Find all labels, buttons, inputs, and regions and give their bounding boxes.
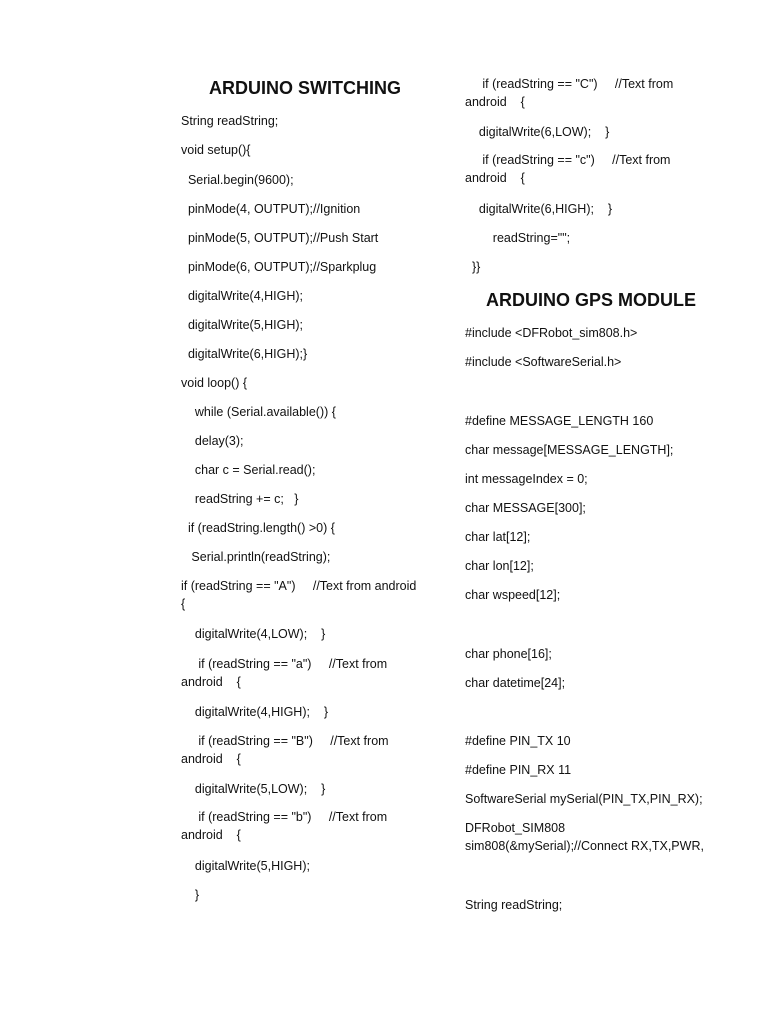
code-line: DFRobot_SIM808 sim808(&mySerial);//Connect RX,TX,PWR, — [465, 821, 704, 853]
code-line: if (readString == "b") //Text from android { — [181, 810, 391, 842]
code-line: char lon[12]; — [465, 559, 534, 573]
code-line: char message[MESSAGE_LENGTH]; — [465, 443, 674, 457]
code-line: digitalWrite(6,HIGH);} — [181, 347, 308, 361]
code-line: readString += c; } — [181, 492, 299, 506]
code-line: digitalWrite(5,HIGH); — [181, 318, 304, 332]
code-line: if (readString.length() >0) { — [181, 521, 335, 535]
code-line: pinMode(6, OUTPUT);//Sparkplug — [181, 260, 377, 274]
code-line: #define PIN_TX 10 — [465, 734, 571, 748]
code-line: digitalWrite(5,HIGH); — [181, 859, 310, 873]
code-line: char MESSAGE[300]; — [465, 501, 586, 515]
code-line: void setup(){ — [181, 143, 251, 157]
code-line: void loop() { — [181, 376, 248, 390]
code-line: #define PIN_RX 11 — [465, 763, 572, 777]
code-line: if (readString == "c") //Text from android { — [465, 153, 674, 185]
code-line: digitalWrite(4,HIGH); } — [181, 705, 329, 719]
code-line: String readString; — [465, 898, 563, 912]
code-line: digitalWrite(5,LOW); } — [181, 782, 326, 796]
code-line: readString=""; — [465, 231, 571, 245]
code-line: if (readString == "a") //Text from android { — [181, 657, 391, 689]
arduino-gps-module-heading: ARDUINO GPS MODULE — [486, 290, 697, 310]
code-line: if (readString == "C") //Text from android { — [465, 77, 677, 109]
code-line: delay(3); — [181, 434, 244, 448]
code-line: if (readString == "B") //Text from android { — [181, 734, 393, 766]
code-line: char lat[12]; — [465, 530, 531, 544]
code-line: } — [181, 888, 200, 902]
code-line: pinMode(4, OUTPUT);//Ignition — [181, 202, 361, 216]
code-line: int messageIndex = 0; — [465, 472, 588, 486]
code-line: Serial.begin(9600); — [181, 173, 294, 187]
code-line: char c = Serial.read(); — [181, 463, 316, 477]
code-line: char wspeed[12]; — [465, 588, 561, 602]
code-line: }} — [465, 260, 481, 274]
code-line: Serial.println(readString); — [181, 550, 331, 564]
code-line: pinMode(5, OUTPUT);//Push Start — [181, 231, 379, 245]
code-line: String readString; — [181, 114, 279, 128]
code-line: if (readString == "A") //Text from android { — [181, 579, 431, 611]
arduino-switching-heading: ARDUINO SWITCHING — [209, 78, 401, 98]
code-line: #include <SoftwareSerial.h> — [465, 355, 622, 369]
code-line: char datetime[24]; — [465, 676, 566, 690]
code-line: #include <DFRobot_sim808.h> — [465, 326, 638, 340]
code-line: SoftwareSerial mySerial(PIN_TX,PIN_RX); — [465, 792, 703, 806]
code-line: while (Serial.available()) { — [181, 405, 336, 419]
code-line: digitalWrite(6,LOW); } — [465, 125, 610, 139]
code-line: digitalWrite(4,LOW); } — [181, 627, 326, 641]
code-line: char phone[16]; — [465, 647, 552, 661]
code-line: #define MESSAGE_LENGTH 160 — [465, 414, 654, 428]
code-line: digitalWrite(4,HIGH); — [181, 289, 304, 303]
code-line: digitalWrite(6,HIGH); } — [465, 202, 613, 216]
